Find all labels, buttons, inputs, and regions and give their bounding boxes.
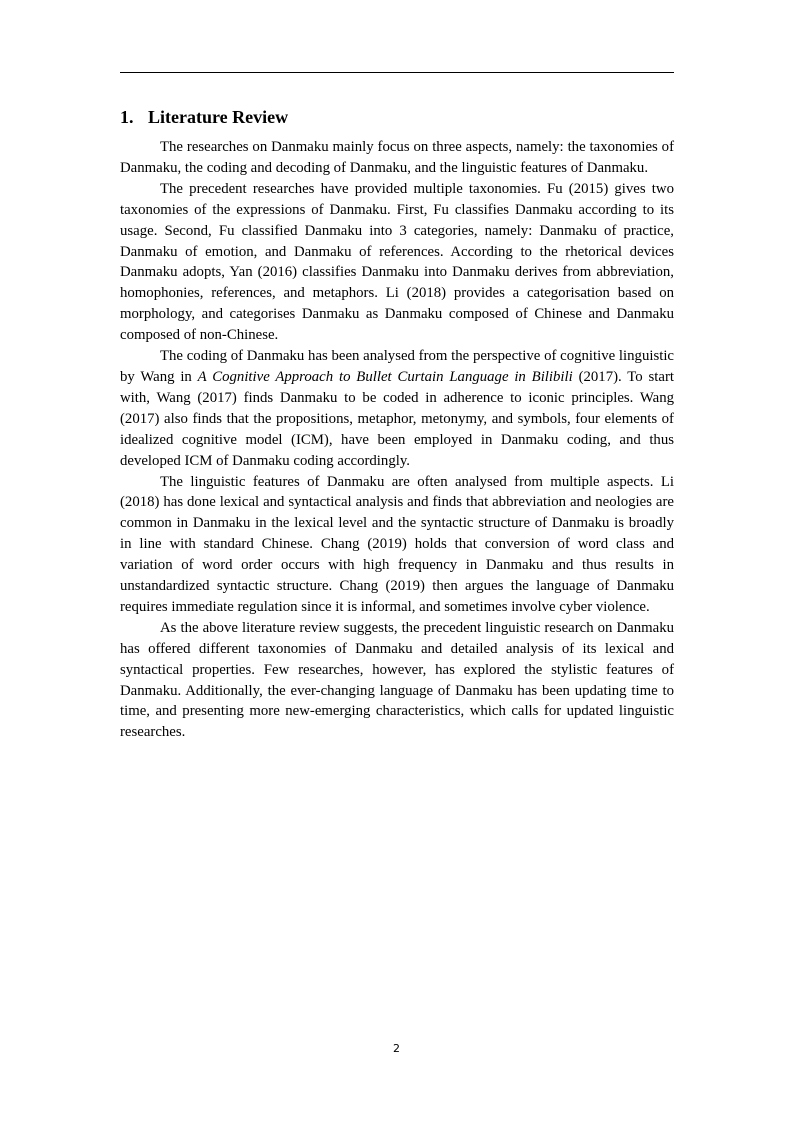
page-number: 2	[393, 1042, 400, 1055]
page-body	[120, 105, 674, 743]
paragraph-taxonomies: The precedent researches have provided multiple taxonomies. Fu (2015) gives two taxonomies of the expressions of Danmaku. First, Fu classifies Danmaku according to its usage. Second, Fu classified Danmaku into 3 categories, namely: Danmaku of practice, Danmaku of emotion, and Danmaku of references. According to the rhetorical devices Danmaku adopts, Yan (2016) classifies Danmaku into Danmaku derives from abbreviation, homophonies, references, and metaphors. Li (2018) provides a categorisation based on morphology, and categorises Danmaku as Danmaku composed of Chinese and Danmaku composed of non-Chinese.	[120, 180, 674, 344]
header-rule	[120, 72, 674, 73]
paragraph-intro: The researches on Danmaku mainly focus on three aspects, namely: the taxonomies of Danmaku, the coding and decoding of Danmaku, and the linguistic features of Danmaku.	[120, 139, 674, 176]
paragraph-linguistic-features: The linguistic features of Danmaku are often analysed from multiple aspects. Li (2018) has done lexical and syntactical analysis and finds that abbreviation and neologies are common in Danmaku in the lexical level and the syntactic structure of Danmaku is broadly in line with standard Chinese. Chang (2019) holds that conversion of word class and variation of word order occurs with high frequency in Danmaku and thus results in unstandardized syntactic structure. Chang (2019) then argues the language of Danmaku requires immediate regulation since it is informal, and sometimes involve cyber violence.	[120, 473, 674, 615]
section-heading	[120, 105, 674, 129]
paragraph-coding-text-before: The coding of Danmaku has been analysed from the perspective of cognitive linguistic by Wang in	[120, 348, 674, 385]
section-number: 1.	[120, 107, 134, 127]
book-title: A Cognitive Approach to Bullet Curtain Language in Bilibili	[197, 368, 573, 385]
section-title: Literature Review	[148, 107, 289, 127]
paragraph-coding	[120, 346, 674, 471]
paragraph-conclusion: As the above literature review suggests, the precedent linguistic research on Danmaku has offered different taxonomies of Danmaku and detailed analysis of its lexical and syntactical properties. Few researches, however, has explored the stylistic features of Danmaku. Additionally, the ever-changing language of Danmaku has been updating time to time, and presenting more new-emerging characteristics, which calls for updated linguistic researches.	[120, 619, 674, 741]
paragraph-coding-text-after: (2017). To start with, Wang (2017) finds Danmaku to be coded in adherence to iconic principles. Wang (2017) also finds that the propositions, metaphor, metonymy, and symbols, four elements of idealized cognitive model (ICM), have been employed in Danmaku coding, and thus developed ICM of Danmaku coding accordingly.	[120, 368, 674, 469]
